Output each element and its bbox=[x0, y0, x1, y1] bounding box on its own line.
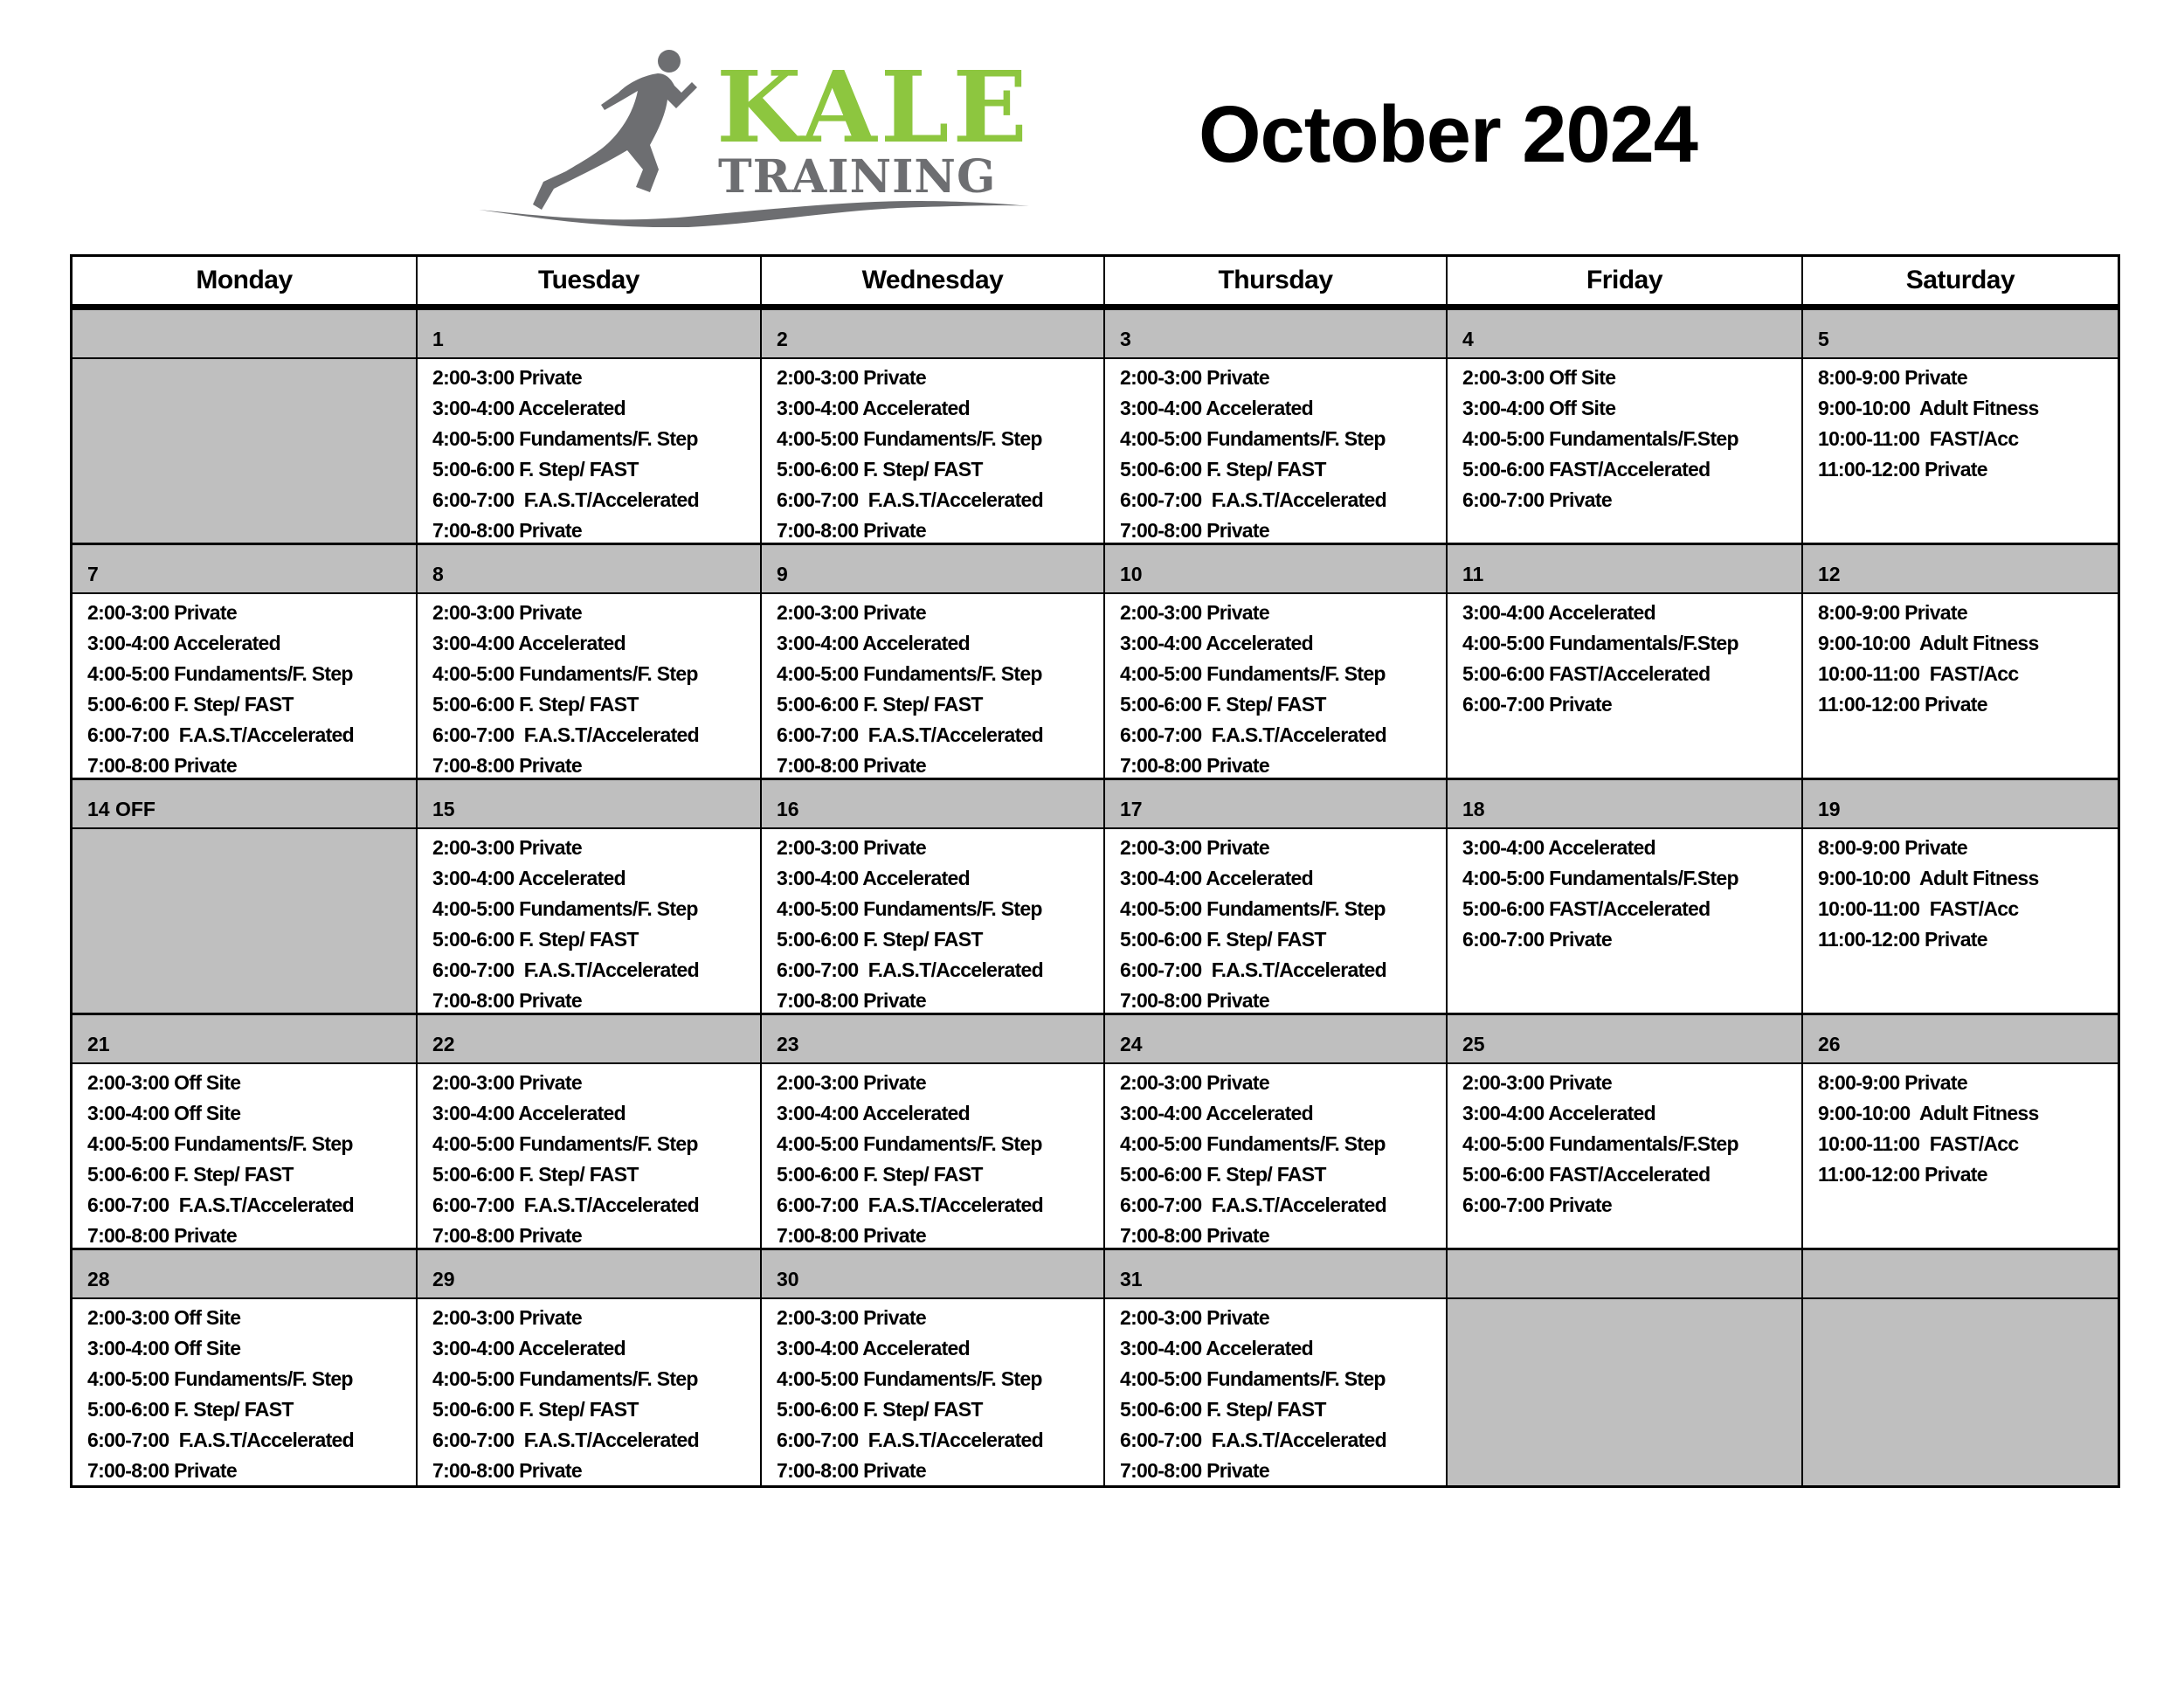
schedule-entry: 2:00-3:00 Private bbox=[777, 601, 926, 624]
schedule-entry: 9:00-10:00 Adult Fitness bbox=[1818, 1102, 2039, 1124]
schedule-entry: 3:00-4:00 Accelerated bbox=[87, 632, 280, 654]
date-cell: 17 bbox=[1105, 780, 1448, 829]
schedule-entry: 8:00-9:00 Private bbox=[1818, 836, 1967, 859]
date-cell bbox=[1803, 1250, 2118, 1299]
schedule-entry: 6:00-7:00 Private bbox=[1462, 1193, 1612, 1216]
schedule-entry: 2:00-3:00 Private bbox=[1120, 1306, 1269, 1329]
schedule-entry: 6:00-7:00 F.A.S.T/Accelerated bbox=[432, 1429, 699, 1451]
day-schedule-cell bbox=[418, 1299, 762, 1485]
date-cell: 16 bbox=[762, 780, 1105, 829]
day-schedule-cell bbox=[1105, 829, 1448, 1015]
schedule-entry: 4:00-5:00 Fundamentals/F.Step bbox=[1462, 867, 1738, 889]
schedule-entry: 5:00-6:00 F. Step/ FAST bbox=[432, 928, 639, 951]
schedule-entry: 5:00-6:00 F. Step/ FAST bbox=[87, 693, 294, 716]
date-cell: 31 bbox=[1105, 1250, 1448, 1299]
schedule-entry: 5:00-6:00 F. Step/ FAST bbox=[1120, 928, 1326, 951]
schedule-entry: 2:00-3:00 Off Site bbox=[87, 1071, 241, 1094]
schedule-entry: 7:00-8:00 Private bbox=[777, 519, 926, 542]
schedule-entry: 4:00-5:00 Fundaments/F. Step bbox=[777, 1132, 1042, 1155]
day-schedule-cell bbox=[1448, 1299, 1803, 1485]
day-schedule-cell bbox=[1803, 829, 2118, 1015]
schedule-entry: 4:00-5:00 Fundamentals/F.Step bbox=[1462, 427, 1738, 450]
day-schedule-cell bbox=[1803, 1299, 2118, 1485]
day-schedule-cell bbox=[1105, 1064, 1448, 1250]
date-cell: 15 bbox=[418, 780, 762, 829]
schedule-entry: 5:00-6:00 FAST/Accelerated bbox=[1462, 458, 1711, 481]
schedule-entry: 6:00-7:00 F.A.S.T/Accelerated bbox=[432, 1193, 699, 1216]
schedule-entry: 4:00-5:00 Fundaments/F. Step bbox=[87, 662, 353, 685]
schedule-entry: 5:00-6:00 F. Step/ FAST bbox=[432, 458, 639, 481]
schedule-entry: 3:00-4:00 Accelerated bbox=[432, 867, 625, 889]
date-cell: 8 bbox=[418, 545, 762, 594]
schedule-entry: 7:00-8:00 Private bbox=[432, 519, 582, 542]
schedule-entry: 11:00-12:00 Private bbox=[1818, 1163, 1987, 1186]
date-cell: 14 OFF bbox=[73, 780, 418, 829]
schedule-entry: 11:00-12:00 Private bbox=[1818, 693, 1987, 716]
schedule-entry: 9:00-10:00 Adult Fitness bbox=[1818, 867, 2039, 889]
schedule-entry: 3:00-4:00 Accelerated bbox=[1462, 601, 1655, 624]
schedule-entry: 2:00-3:00 Private bbox=[1462, 1071, 1612, 1094]
date-cell: 9 bbox=[762, 545, 1105, 594]
schedule-entry: 2:00-3:00 Private bbox=[1120, 1071, 1269, 1094]
schedule-entry: 5:00-6:00 F. Step/ FAST bbox=[777, 458, 983, 481]
schedule-entry: 3:00-4:00 Accelerated bbox=[777, 397, 970, 419]
schedule-entry: 6:00-7:00 F.A.S.T/Accelerated bbox=[777, 1193, 1043, 1216]
schedule-entry: 7:00-8:00 Private bbox=[432, 754, 582, 777]
schedule-entry: 9:00-10:00 Adult Fitness bbox=[1818, 397, 2039, 419]
schedule-entry: 8:00-9:00 Private bbox=[1818, 601, 1967, 624]
schedule-entry: 2:00-3:00 Private bbox=[432, 836, 582, 859]
schedule-entry: 5:00-6:00 FAST/Accelerated bbox=[1462, 1163, 1711, 1186]
date-cell: 23 bbox=[762, 1015, 1105, 1064]
schedule-entry: 5:00-6:00 F. Step/ FAST bbox=[1120, 1398, 1326, 1421]
svg-text:KALE: KALE bbox=[716, 51, 1031, 165]
schedule-entry: 6:00-7:00 Private bbox=[1462, 928, 1612, 951]
schedule-entry: 3:00-4:00 Accelerated bbox=[777, 1337, 970, 1359]
schedule-entry: 5:00-6:00 F. Step/ FAST bbox=[777, 1398, 983, 1421]
svg-text:TRAINING: TRAINING bbox=[718, 150, 997, 204]
schedule-entry: 3:00-4:00 Accelerated bbox=[777, 867, 970, 889]
schedule-entry: 6:00-7:00 F.A.S.T/Accelerated bbox=[777, 958, 1043, 981]
schedule-entry: 3:00-4:00 Accelerated bbox=[777, 632, 970, 654]
date-cell: 22 bbox=[418, 1015, 762, 1064]
schedule-entry: 3:00-4:00 Accelerated bbox=[1120, 397, 1313, 419]
day-schedule-cell bbox=[1105, 359, 1448, 545]
schedule-entry: 10:00-11:00 FAST/Acc bbox=[1818, 427, 2019, 450]
schedule-entry: 2:00-3:00 Private bbox=[432, 1306, 582, 1329]
schedule-entry: 2:00-3:00 Private bbox=[1120, 366, 1269, 389]
date-cell: 28 bbox=[73, 1250, 418, 1299]
schedule-entry: 4:00-5:00 Fundaments/F. Step bbox=[1120, 897, 1386, 920]
date-cell: 30 bbox=[762, 1250, 1105, 1299]
day-schedule-cell bbox=[762, 359, 1105, 545]
date-cell: 4 bbox=[1448, 310, 1803, 359]
day-schedule-cell bbox=[1803, 1064, 2118, 1250]
schedule-entry: 3:00-4:00 Accelerated bbox=[1120, 1102, 1313, 1124]
schedule-entry: 6:00-7:00 F.A.S.T/Accelerated bbox=[1120, 1193, 1386, 1216]
schedule-entry: 5:00-6:00 F. Step/ FAST bbox=[1120, 693, 1326, 716]
schedule-entry: 7:00-8:00 Private bbox=[777, 1459, 926, 1482]
schedule-entry: 5:00-6:00 F. Step/ FAST bbox=[87, 1163, 294, 1186]
schedule-entry: 4:00-5:00 Fundaments/F. Step bbox=[432, 897, 698, 920]
schedule-entry: 3:00-4:00 Accelerated bbox=[432, 1337, 625, 1359]
day-schedule-cell bbox=[1448, 1064, 1803, 1250]
day-schedule-cell bbox=[73, 1299, 418, 1485]
date-cell: 5 bbox=[1803, 310, 2118, 359]
schedule-entry: 4:00-5:00 Fundaments/F. Step bbox=[87, 1132, 353, 1155]
schedule-entry: 8:00-9:00 Private bbox=[1818, 366, 1967, 389]
day-schedule-cell bbox=[418, 1064, 762, 1250]
schedule-entry: 5:00-6:00 F. Step/ FAST bbox=[1120, 1163, 1326, 1186]
schedule-entry: 5:00-6:00 F. Step/ FAST bbox=[87, 1398, 294, 1421]
schedule-entry: 2:00-3:00 Private bbox=[777, 1306, 926, 1329]
schedule-entry: 4:00-5:00 Fundamentals/F.Step bbox=[1462, 1132, 1738, 1155]
schedule-entry: 3:00-4:00 Accelerated bbox=[432, 397, 625, 419]
date-cell bbox=[73, 310, 418, 359]
day-header-monday: Monday bbox=[73, 257, 418, 310]
schedule-entry: 6:00-7:00 F.A.S.T/Accelerated bbox=[777, 1429, 1043, 1451]
schedule-entry: 7:00-8:00 Private bbox=[1120, 1459, 1269, 1482]
date-cell: 21 bbox=[73, 1015, 418, 1064]
schedule-entry: 5:00-6:00 F. Step/ FAST bbox=[777, 1163, 983, 1186]
day-header-saturday: Saturday bbox=[1803, 257, 2118, 310]
schedule-entry: 2:00-3:00 Private bbox=[432, 1071, 582, 1094]
schedule-entry: 2:00-3:00 Private bbox=[777, 836, 926, 859]
schedule-entry: 4:00-5:00 Fundaments/F. Step bbox=[432, 662, 698, 685]
day-schedule-cell bbox=[418, 359, 762, 545]
schedule-entry: 6:00-7:00 F.A.S.T/Accelerated bbox=[432, 958, 699, 981]
schedule-entry: 2:00-3:00 Off Site bbox=[1462, 366, 1616, 389]
schedule-entry: 5:00-6:00 F. Step/ FAST bbox=[432, 1398, 639, 1421]
day-header-tuesday: Tuesday bbox=[418, 257, 762, 310]
schedule-entry: 4:00-5:00 Fundaments/F. Step bbox=[432, 1132, 698, 1155]
swoosh-icon bbox=[479, 201, 1029, 227]
schedule-entry: 4:00-5:00 Fundaments/F. Step bbox=[1120, 427, 1386, 450]
date-cell: 2 bbox=[762, 310, 1105, 359]
day-schedule-cell bbox=[73, 359, 418, 545]
schedule-entry: 8:00-9:00 Private bbox=[1818, 1071, 1967, 1094]
day-schedule-cell bbox=[1105, 1299, 1448, 1485]
schedule-entry: 7:00-8:00 Private bbox=[1120, 1224, 1269, 1247]
date-cell: 11 bbox=[1448, 545, 1803, 594]
schedule-entry: 3:00-4:00 Accelerated bbox=[1462, 1102, 1655, 1124]
schedule-entry: 7:00-8:00 Private bbox=[1120, 989, 1269, 1012]
date-cell: 18 bbox=[1448, 780, 1803, 829]
schedule-entry: 10:00-11:00 FAST/Acc bbox=[1818, 1132, 2019, 1155]
schedule-entry: 5:00-6:00 F. Step/ FAST bbox=[432, 1163, 639, 1186]
day-schedule-cell bbox=[73, 829, 418, 1015]
date-cell: 12 bbox=[1803, 545, 2118, 594]
date-cell bbox=[1448, 1250, 1803, 1299]
schedule-entry: 10:00-11:00 FAST/Acc bbox=[1818, 662, 2019, 685]
schedule-entry: 7:00-8:00 Private bbox=[87, 754, 237, 777]
schedule-entry: 7:00-8:00 Private bbox=[432, 989, 582, 1012]
schedule-entry: 3:00-4:00 Accelerated bbox=[1120, 632, 1313, 654]
schedule-entry: 2:00-3:00 Private bbox=[777, 366, 926, 389]
schedule-entry: 4:00-5:00 Fundaments/F. Step bbox=[432, 427, 698, 450]
schedule-entry: 7:00-8:00 Private bbox=[777, 1224, 926, 1247]
day-schedule-cell bbox=[73, 1064, 418, 1250]
day-header-friday: Friday bbox=[1448, 257, 1803, 310]
day-schedule-cell bbox=[418, 594, 762, 780]
schedule-entry: 6:00-7:00 Private bbox=[1462, 488, 1612, 511]
schedule-entry: 6:00-7:00 F.A.S.T/Accelerated bbox=[432, 723, 699, 746]
day-schedule-cell bbox=[762, 594, 1105, 780]
schedule-entry: 3:00-4:00 Accelerated bbox=[777, 1102, 970, 1124]
schedule-entry: 4:00-5:00 Fundaments/F. Step bbox=[777, 1367, 1042, 1390]
schedule-entry: 10:00-11:00 FAST/Acc bbox=[1818, 897, 2019, 920]
schedule-entry: 5:00-6:00 FAST/Accelerated bbox=[1462, 897, 1711, 920]
day-header-thursday: Thursday bbox=[1105, 257, 1448, 310]
day-schedule-cell bbox=[762, 829, 1105, 1015]
schedule-entry: 6:00-7:00 Private bbox=[1462, 693, 1612, 716]
kale-training-logo bbox=[479, 38, 1038, 227]
schedule-entry: 6:00-7:00 F.A.S.T/Accelerated bbox=[432, 488, 699, 511]
date-cell: 26 bbox=[1803, 1015, 2118, 1064]
schedule-entry: 2:00-3:00 Private bbox=[87, 601, 237, 624]
schedule-entry: 6:00-7:00 F.A.S.T/Accelerated bbox=[87, 1429, 354, 1451]
day-schedule-cell bbox=[1803, 359, 2118, 545]
schedule-entry: 2:00-3:00 Private bbox=[1120, 836, 1269, 859]
schedule-entry: 2:00-3:00 Private bbox=[777, 1071, 926, 1094]
schedule-entry: 3:00-4:00 Off Site bbox=[1462, 397, 1616, 419]
schedule-entry: 4:00-5:00 Fundaments/F. Step bbox=[777, 427, 1042, 450]
schedule-entry: 6:00-7:00 F.A.S.T/Accelerated bbox=[777, 488, 1043, 511]
day-schedule-cell bbox=[1803, 594, 2118, 780]
date-cell: 29 bbox=[418, 1250, 762, 1299]
date-cell: 19 bbox=[1803, 780, 2118, 829]
day-schedule-cell bbox=[73, 594, 418, 780]
schedule-entry: 11:00-12:00 Private bbox=[1818, 928, 1987, 951]
schedule-entry: 4:00-5:00 Fundaments/F. Step bbox=[1120, 1367, 1386, 1390]
schedule-entry: 3:00-4:00 Accelerated bbox=[432, 1102, 625, 1124]
schedule-entry: 3:00-4:00 Accelerated bbox=[1120, 867, 1313, 889]
day-schedule-cell bbox=[762, 1299, 1105, 1485]
day-schedule-cell bbox=[1105, 594, 1448, 780]
schedule-entry: 11:00-12:00 Private bbox=[1818, 458, 1987, 481]
schedule-entry: 5:00-6:00 F. Step/ FAST bbox=[1120, 458, 1326, 481]
schedule-entry: 4:00-5:00 Fundaments/F. Step bbox=[777, 897, 1042, 920]
schedule-entry: 4:00-5:00 Fundaments/F. Step bbox=[87, 1367, 353, 1390]
schedule-entry: 4:00-5:00 Fundaments/F. Step bbox=[432, 1367, 698, 1390]
date-cell: 24 bbox=[1105, 1015, 1448, 1064]
schedule-entry: 7:00-8:00 Private bbox=[1120, 519, 1269, 542]
schedule-entry: 4:00-5:00 Fundaments/F. Step bbox=[1120, 1132, 1386, 1155]
schedule-entry: 6:00-7:00 F.A.S.T/Accelerated bbox=[87, 723, 354, 746]
schedule-entry: 2:00-3:00 Private bbox=[432, 601, 582, 624]
date-cell: 3 bbox=[1105, 310, 1448, 359]
schedule-entry: 9:00-10:00 Adult Fitness bbox=[1818, 632, 2039, 654]
date-cell: 1 bbox=[418, 310, 762, 359]
day-schedule-cell bbox=[418, 829, 762, 1015]
schedule-entry: 3:00-4:00 Accelerated bbox=[1462, 836, 1655, 859]
schedule-entry: 2:00-3:00 Private bbox=[432, 366, 582, 389]
page-title: October 2024 bbox=[1199, 90, 1697, 179]
schedule-entry: 7:00-8:00 Private bbox=[87, 1224, 237, 1247]
schedule-entry: 3:00-4:00 Accelerated bbox=[1120, 1337, 1313, 1359]
schedule-entry: 6:00-7:00 F.A.S.T/Accelerated bbox=[1120, 488, 1386, 511]
schedule-entry: 3:00-4:00 Accelerated bbox=[432, 632, 625, 654]
day-schedule-cell bbox=[1448, 594, 1803, 780]
schedule-entry: 6:00-7:00 F.A.S.T/Accelerated bbox=[1120, 1429, 1386, 1451]
schedule-entry: 7:00-8:00 Private bbox=[432, 1224, 582, 1247]
schedule-entry: 4:00-5:00 Fundaments/F. Step bbox=[777, 662, 1042, 685]
date-cell: 10 bbox=[1105, 545, 1448, 594]
schedule-entry: 7:00-8:00 Private bbox=[87, 1459, 237, 1482]
schedule-entry: 5:00-6:00 F. Step/ FAST bbox=[432, 693, 639, 716]
schedule-entry: 3:00-4:00 Off Site bbox=[87, 1102, 241, 1124]
schedule-entry: 5:00-6:00 F. Step/ FAST bbox=[777, 693, 983, 716]
schedule-entry: 6:00-7:00 F.A.S.T/Accelerated bbox=[1120, 958, 1386, 981]
schedule-entry: 6:00-7:00 F.A.S.T/Accelerated bbox=[87, 1193, 354, 1216]
schedule-entry: 3:00-4:00 Off Site bbox=[87, 1337, 241, 1359]
day-schedule-cell bbox=[1448, 359, 1803, 545]
date-cell: 25 bbox=[1448, 1015, 1803, 1064]
runner-icon bbox=[533, 50, 697, 210]
schedule-entry: 6:00-7:00 F.A.S.T/Accelerated bbox=[1120, 723, 1386, 746]
schedule-entry: 7:00-8:00 Private bbox=[777, 754, 926, 777]
schedule-entry: 4:00-5:00 Fundaments/F. Step bbox=[1120, 662, 1386, 685]
day-schedule-cell bbox=[1448, 829, 1803, 1015]
schedule-entry: 5:00-6:00 F. Step/ FAST bbox=[777, 928, 983, 951]
schedule-entry: 2:00-3:00 Off Site bbox=[87, 1306, 241, 1329]
day-schedule-cell bbox=[762, 1064, 1105, 1250]
schedule-entry: 2:00-3:00 Private bbox=[1120, 601, 1269, 624]
schedule-entry: 6:00-7:00 F.A.S.T/Accelerated bbox=[777, 723, 1043, 746]
schedule-entry: 4:00-5:00 Fundamentals/F.Step bbox=[1462, 632, 1738, 654]
calendar-grid bbox=[70, 254, 2120, 1488]
schedule-entry: 7:00-8:00 Private bbox=[777, 989, 926, 1012]
schedule-entry: 7:00-8:00 Private bbox=[432, 1459, 582, 1482]
date-cell: 7 bbox=[73, 545, 418, 594]
schedule-entry: 7:00-8:00 Private bbox=[1120, 754, 1269, 777]
day-header-wednesday: Wednesday bbox=[762, 257, 1105, 310]
schedule-entry: 5:00-6:00 FAST/Accelerated bbox=[1462, 662, 1711, 685]
